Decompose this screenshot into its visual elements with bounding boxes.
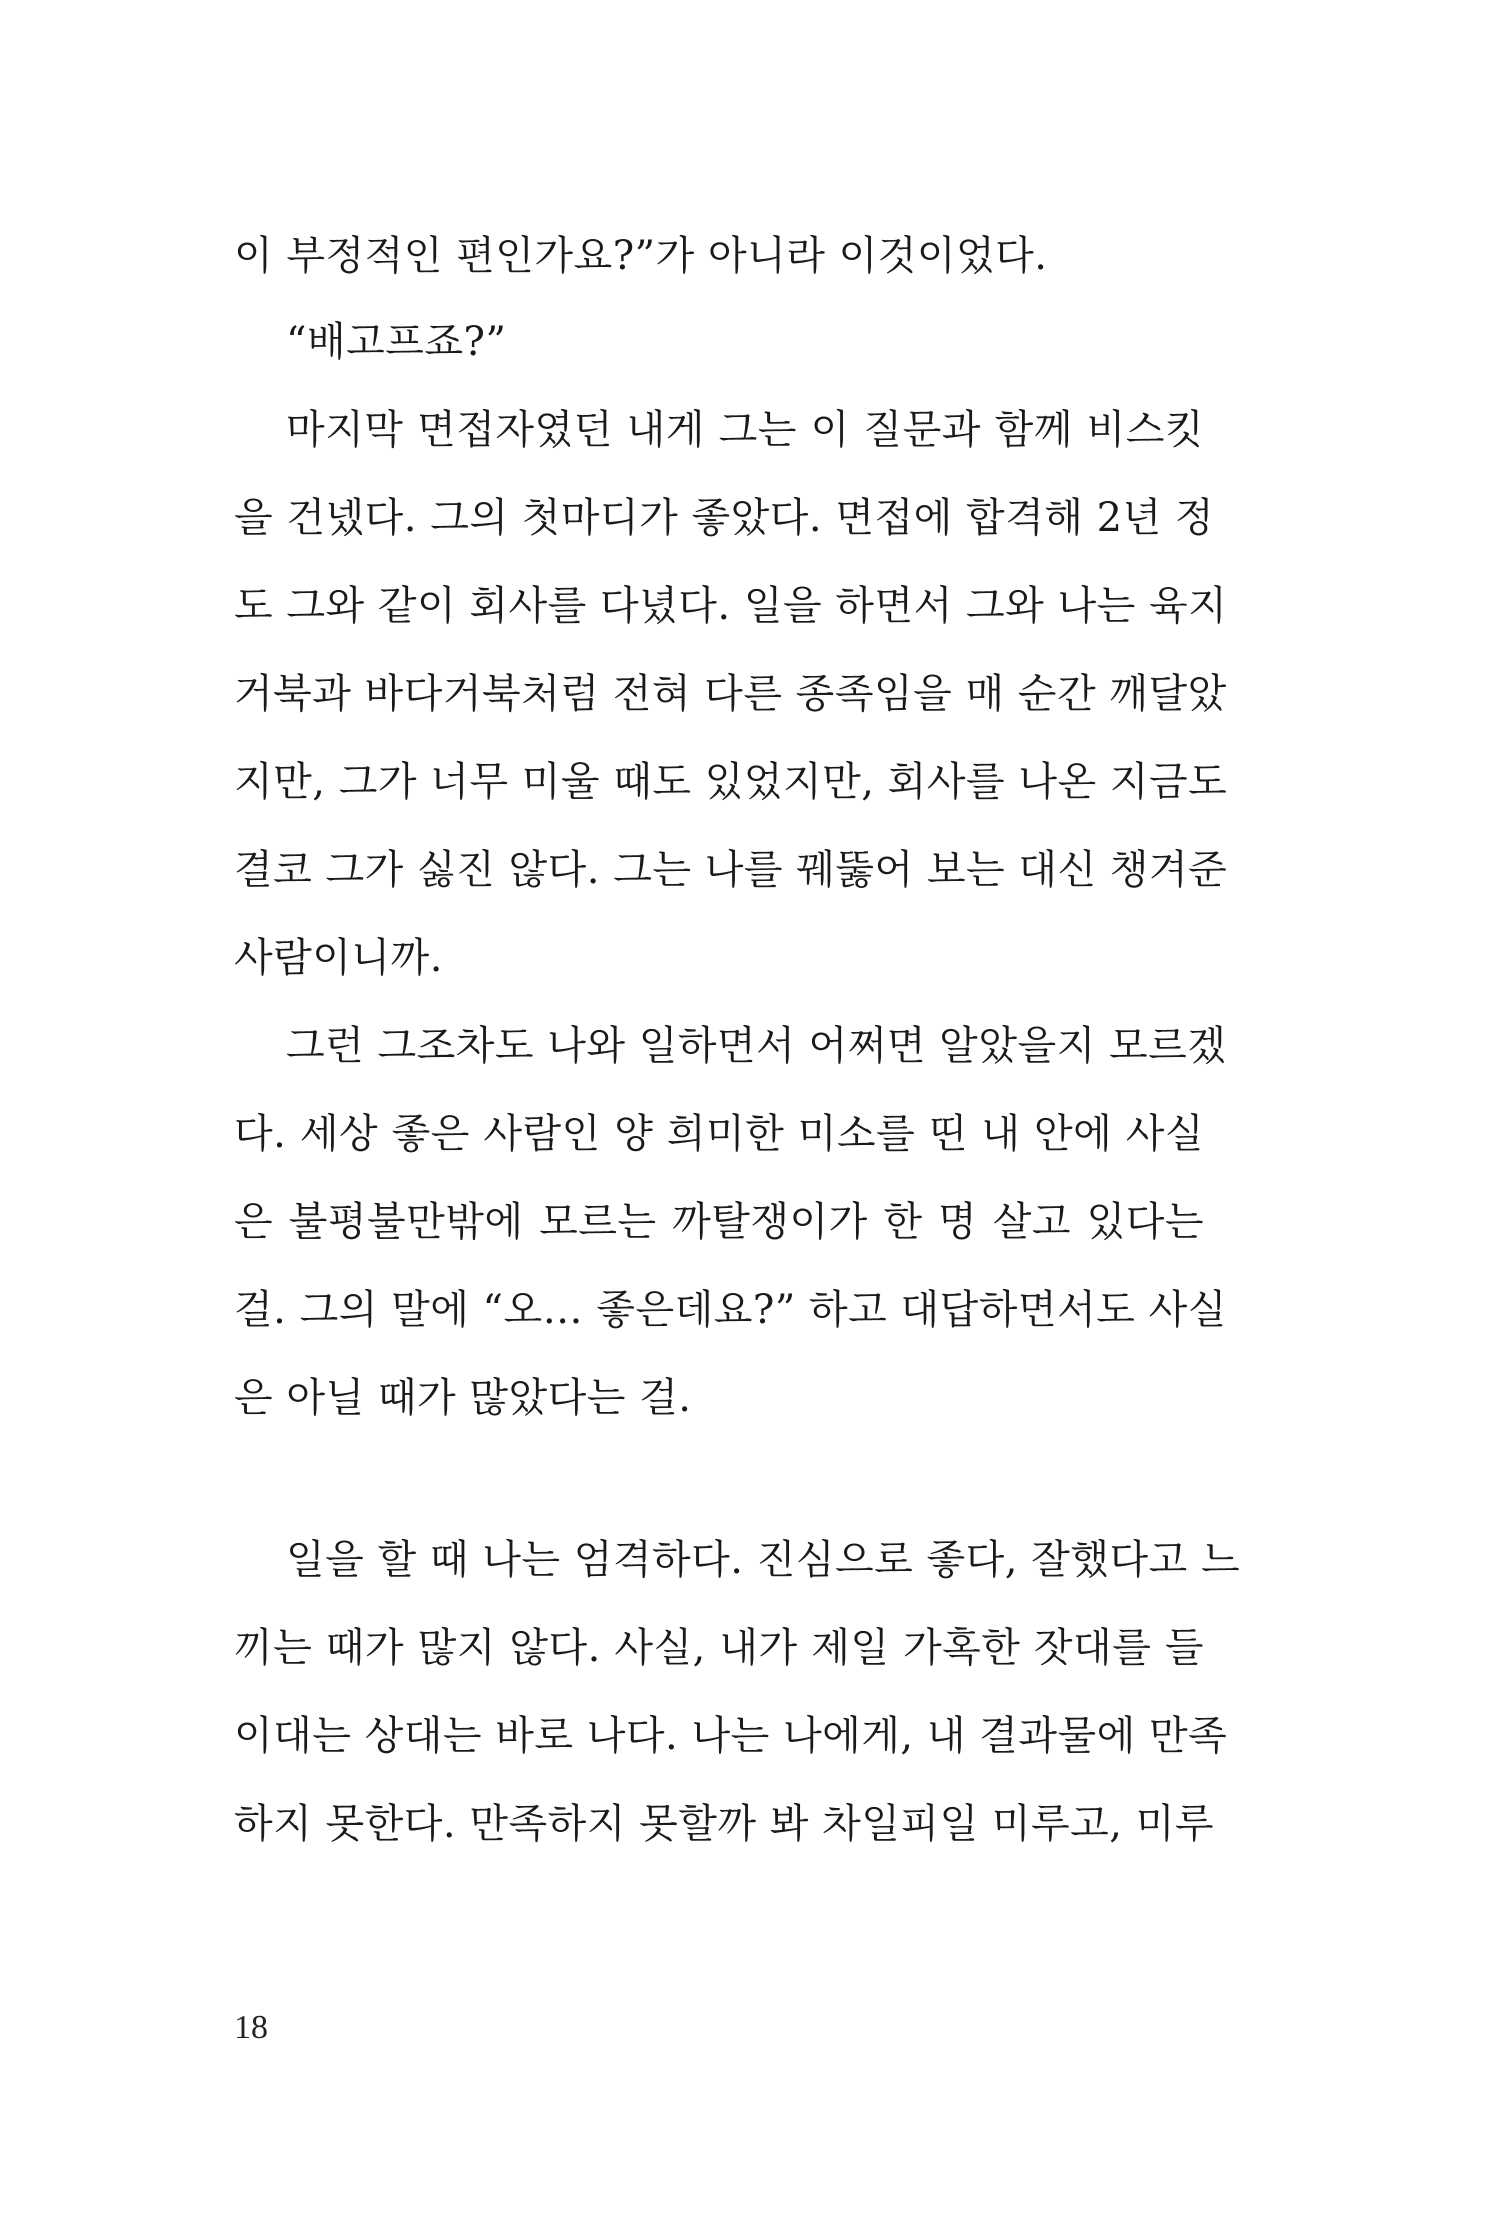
text-line: 은 불평불만밖에 모르는 까탈쟁이가 한 명 살고 있다는 <box>234 1199 1204 1245</box>
text-line: 사람이니까. <box>234 935 443 981</box>
text-line: 이대는 상대는 바로 나다. 나는 나에게, 내 결과물에 만족 <box>234 1713 1228 1759</box>
text-line: 일을 할 때 나는 엄격하다. 진심으로 좋다, 잘했다고 느 <box>286 1537 1241 1583</box>
text-line: 다. 세상 좋은 사람인 양 희미한 미소를 띤 내 안에 사실 <box>234 1111 1204 1157</box>
text-line: 걸. 그의 말에 “오… 좋은데요?” 하고 대답하면서도 사실 <box>234 1287 1227 1333</box>
text-line: 은 아닐 때가 많았다는 걸. <box>234 1375 692 1421</box>
text-line: “배고프죠?” <box>286 319 507 365</box>
text-line: 끼는 때가 많지 않다. 사실, 내가 제일 가혹한 잣대를 들 <box>234 1625 1204 1671</box>
text-line: 결코 그가 싫진 않다. 그는 나를 꿰뚫어 보는 대신 챙겨준 <box>234 847 1228 893</box>
text-line: 그런 그조차도 나와 일하면서 어쩌면 알았을지 모르겠 <box>286 1023 1227 1069</box>
text-line: 마지막 면접자였던 내게 그는 이 질문과 함께 비스킷 <box>286 407 1204 453</box>
text-line: 지만, 그가 너무 미울 때도 있었지만, 회사를 나온 지금도 <box>234 759 1228 805</box>
text-line: 하지 못한다. 만족하지 못할까 봐 차일피일 미루고, 미루 <box>234 1801 1215 1847</box>
text-line: 을 건넸다. 그의 첫마디가 좋았다. 면접에 합격해 2년 정 <box>234 495 1215 541</box>
page-number: 18 <box>234 2009 268 2046</box>
text-line: 이 부정적인 편인가요?”가 아니라 이것이었다. <box>234 233 1048 279</box>
text-line: 도 그와 같이 회사를 다녔다. 일을 하면서 그와 나는 육지 <box>234 583 1228 629</box>
text-line: 거북과 바다거북처럼 전혀 다른 종족임을 매 순간 깨달았 <box>234 671 1227 717</box>
